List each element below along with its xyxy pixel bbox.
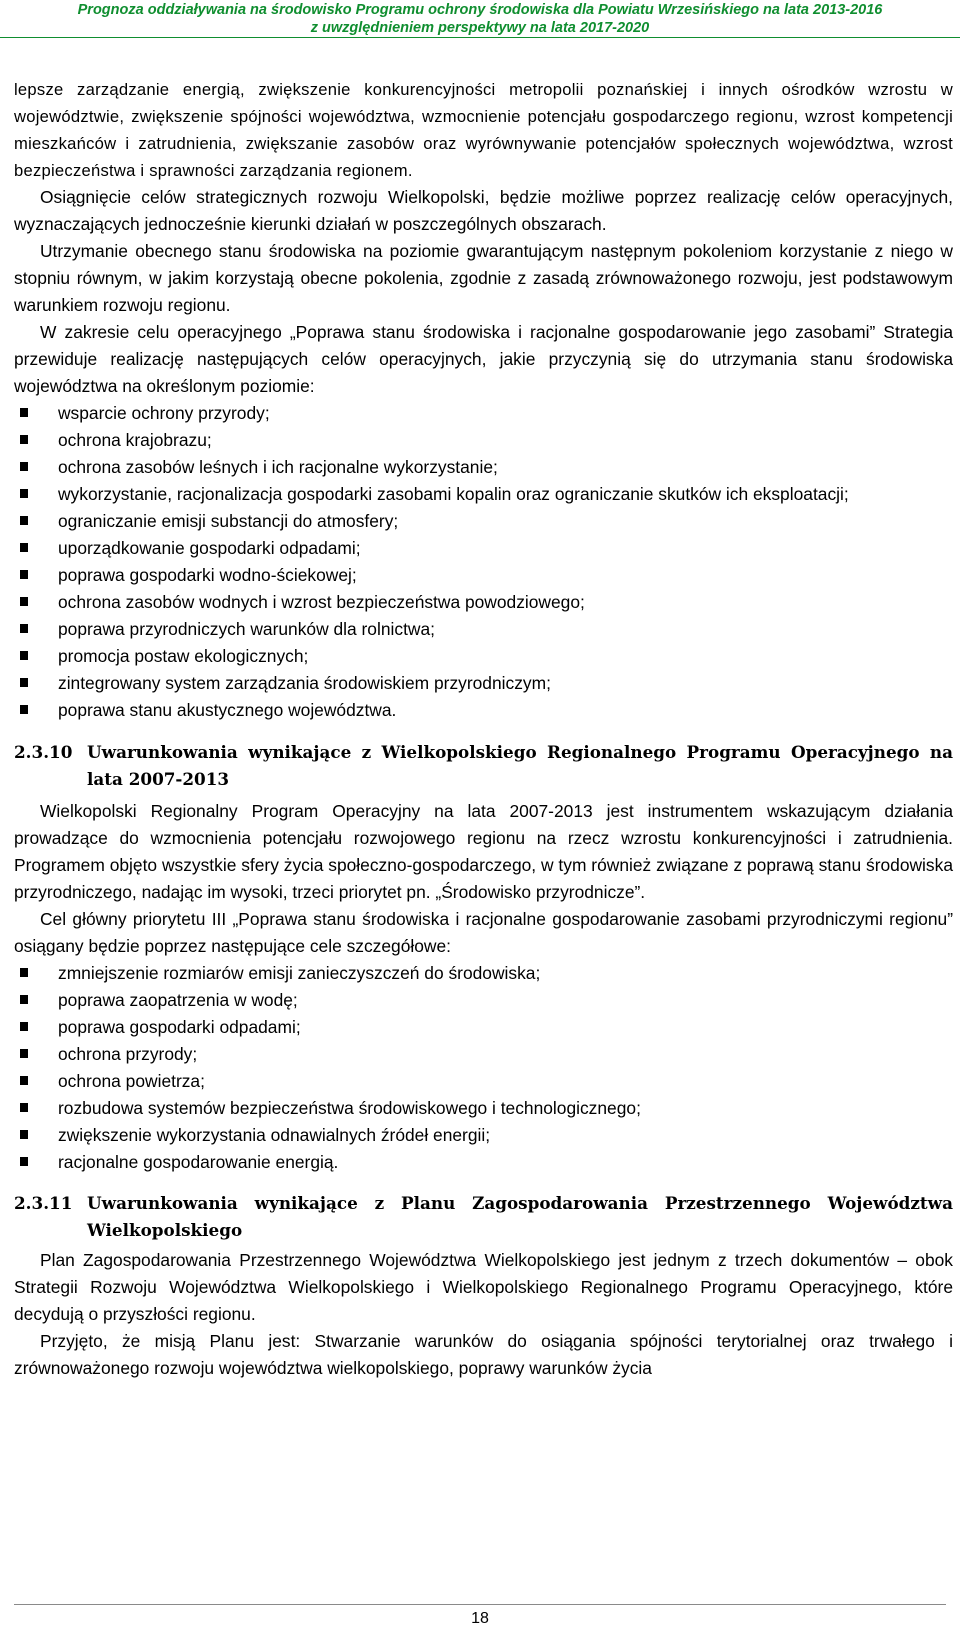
- bullet-square-icon: [20, 435, 28, 444]
- list-item: poprawa gospodarki odpadami;: [14, 1014, 953, 1041]
- page-footer: [0, 1590, 960, 1633]
- bullet-square-icon: [20, 1022, 28, 1031]
- list-item: promocja postaw ekologicznych;: [14, 643, 953, 670]
- list-item: ochrona zasobów leśnych i ich racjonalne wykorzystanie;: [14, 454, 953, 481]
- bullet-list-priority-goals: [14, 960, 953, 1176]
- page-number: 18: [471, 1610, 489, 1627]
- paragraph: lepsze zarządzanie energią, zwiększenie konkurencyjności metropolii poznańskiej i innych ośrodków wzrostu w województwie, zwiększenie spójności województwa, wzmocnienie potencjału gospodarczego regionu, wzrost kompetencji mieszkańców i zatrudnienia, zwiększanie zasobów oraz wyrównywanie potencjałów społecznych województwa, wzrost bezpieczeństwa i sprawności zarządzania regionem.: [14, 80, 953, 180]
- bullet-square-icon: [20, 1049, 28, 1058]
- page-header: [0, 0, 960, 38]
- bullet-square-icon: [20, 1130, 28, 1139]
- section-title: Uwarunkowania wynikające z Planu Zagospodarowania Przestrzennego Województwa Wielkopolskiego: [87, 1193, 953, 1240]
- paragraph: Wielkopolski Regionalny Program Operacyjny na lata 2007-2013 jest instrumentem wskazującym działania prowadzące do wzmocnienia potencjału rozwojowego regionu na rzecz wzrostu konkurencyjności i zatrudnienia. Programem objęto wszystkie sfery życia społeczno-gospodarczego, w tym również związane z poprawą stanu środowiska przyrodniczego, nadając im wysoki, trzeci priorytet pn. „Środowisko przyrodnicze”.: [14, 801, 953, 902]
- list-item: racjonalne gospodarowanie energią.: [14, 1149, 953, 1176]
- list-item: ochrona powietrza;: [14, 1068, 953, 1095]
- section-title: Uwarunkowania wynikające z Wielkopolskiego Regionalnego Programu Operacyjnego na lata 2007-2013: [87, 742, 953, 789]
- list-item: ochrona przyrody;: [14, 1041, 953, 1068]
- list-item: poprawa stanu akustycznego województwa.: [14, 697, 953, 724]
- bullet-square-icon: [20, 705, 28, 714]
- paragraph: W zakresie celu operacyjnego „Poprawa stanu środowiska i racjonalne gospodarowanie jego zasobami” Strategia przewiduje realizację następujących celów operacyjnych, jakie przyczynią się do utrzymania stanu środowiska województwa na określonym poziomie:: [14, 322, 953, 396]
- bullet-square-icon: [20, 408, 28, 417]
- bullet-square-icon: [20, 489, 28, 498]
- bullet-square-icon: [20, 624, 28, 633]
- list-item: uporządkowanie gospodarki odpadami;: [14, 535, 953, 562]
- list-item: ograniczanie emisji substancji do atmosfery;: [14, 508, 953, 535]
- bullet-square-icon: [20, 651, 28, 660]
- list-item: poprawa przyrodniczych warunków dla rolnictwa;: [14, 616, 953, 643]
- bullet-square-icon: [20, 570, 28, 579]
- bullet-square-icon: [20, 678, 28, 687]
- section-heading-2-3-11: [14, 1190, 953, 1244]
- bullet-square-icon: [20, 462, 28, 471]
- header-title-line1: Prognoza oddziaływania na środowisko Programu ochrony środowiska dla Powiatu Wrzesińskiego na lata 2013-2016: [77, 2, 883, 18]
- section-number: 2.3.10: [14, 742, 73, 762]
- paragraph: Utrzymanie obecnego stanu środowiska na poziomie gwarantującym następnym pokoleniom korzystanie z niego w stopniu równym, w jakim korzystają obecne pokolenia, zgodnie z zasadą zrównoważonego rozwoju, jest podstawowym warunkiem rozwoju regionu.: [14, 241, 953, 315]
- bullet-square-icon: [20, 1076, 28, 1085]
- bullet-square-icon: [20, 968, 28, 977]
- list-item: rozbudowa systemów bezpieczeństwa środowiskowego i technologicznego;: [14, 1095, 953, 1122]
- header-title-line2: z uwzględnieniem perspektywy na lata 2017-2020: [310, 20, 650, 36]
- document-body: [14, 76, 953, 1382]
- paragraph: Cel główny priorytetu III „Poprawa stanu środowiska i racjonalne gospodarowanie zasobami przyrodniczymi regionu” osiągany będzie poprzez następujące cele szczegółowe:: [14, 909, 953, 956]
- bullet-list-strategy-goals: [14, 400, 953, 724]
- list-item: ochrona zasobów wodnych i wzrost bezpieczeństwa powodziowego;: [14, 589, 953, 616]
- bullet-square-icon: [20, 543, 28, 552]
- list-item: zwiększenie wykorzystania odnawialnych źródeł energii;: [14, 1122, 953, 1149]
- paragraph: Plan Zagospodarowania Przestrzennego Województwa Wielkopolskiego jest jednym z trzech dokumentów – obok Strategii Rozwoju Województwa Wielkopolskiego i Wielkopolskiego Regionalnego Programu Operacyjnego, które decydują o przyszłości regionu.: [14, 1250, 953, 1324]
- paragraph: Przyjęto, że misją Planu jest: Stwarzanie warunków do osiągania spójności terytorialnej oraz trwałego i zrównoważonego rozwoju województwa wielkopolskiego, poprawy warunków życia: [14, 1331, 953, 1378]
- list-item: zintegrowany system zarządzania środowiskiem przyrodniczym;: [14, 670, 953, 697]
- list-item: ochrona krajobrazu;: [14, 427, 953, 454]
- list-item: poprawa gospodarki wodno-ściekowej;: [14, 562, 953, 589]
- section-heading-2-3-10: [14, 739, 953, 793]
- bullet-square-icon: [20, 995, 28, 1004]
- list-item: wykorzystanie, racjonalizacja gospodarki zasobami kopalin oraz ograniczanie skutków ich eksploatacji;: [14, 481, 953, 508]
- header-rule: [0, 37, 960, 38]
- bullet-square-icon: [20, 516, 28, 525]
- paragraph: Osiągnięcie celów strategicznych rozwoju Wielkopolski, będzie możliwe poprzez realizację celów operacyjnych, wyznaczających jednocześnie kierunki działań w poszczególnych obszarach.: [14, 187, 953, 234]
- bullet-square-icon: [20, 597, 28, 606]
- bullet-square-icon: [20, 1103, 28, 1112]
- section-number: 2.3.11: [14, 1193, 73, 1213]
- list-item: wsparcie ochrony przyrody;: [14, 400, 953, 427]
- list-item: zmniejszenie rozmiarów emisji zanieczyszczeń do środowiska;: [14, 960, 953, 987]
- footer-rule: [14, 1604, 946, 1605]
- bullet-square-icon: [20, 1157, 28, 1166]
- list-item: poprawa zaopatrzenia w wodę;: [14, 987, 953, 1014]
